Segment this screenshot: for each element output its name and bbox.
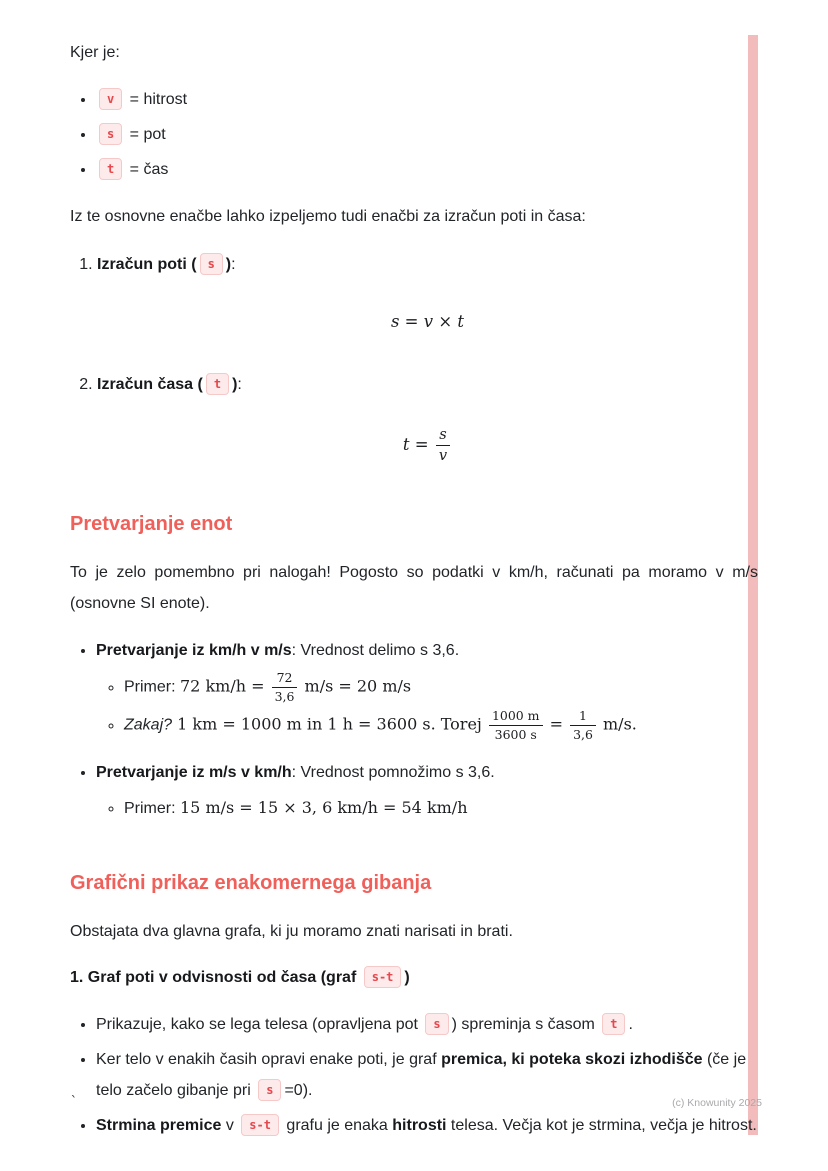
sub-list-item bbox=[124, 670, 758, 704]
page-footer bbox=[70, 1095, 762, 1110]
list-item bbox=[96, 119, 758, 150]
bold-text-segment: premica, ki poteka skozi izhodišče bbox=[441, 1050, 703, 1068]
inline-code-token: t bbox=[206, 373, 229, 395]
math-variable: t bbox=[457, 312, 465, 331]
bold-text-segment: Pretvarjanje iz km/h v m/s bbox=[96, 642, 292, 660]
math-text: = bbox=[399, 312, 424, 331]
math-formula bbox=[97, 306, 758, 337]
inline-code-token: s-t bbox=[241, 1114, 279, 1136]
bullet-list bbox=[70, 635, 758, 823]
sub-list-item bbox=[124, 792, 758, 824]
text-segment: Ker telo v enakih časih opravi enake poti, je graf bbox=[96, 1050, 442, 1068]
math-text: 72 km/h = bbox=[180, 676, 270, 696]
fraction-numerator bbox=[570, 708, 596, 726]
math-variable: t bbox=[402, 435, 410, 455]
math-fraction bbox=[570, 708, 596, 742]
text-segment: Prikazuje, kako se lega telesa (opravljena pot bbox=[96, 1015, 423, 1033]
math-text: 72 bbox=[276, 670, 293, 686]
math-text: × bbox=[433, 312, 458, 331]
math-text: 1 bbox=[579, 708, 587, 724]
text-segment: : bbox=[231, 256, 236, 273]
footer-backtick-character: ` bbox=[70, 1095, 78, 1110]
bold-text-segment: 1. Graf poti v odvisnosti od časa (graf bbox=[70, 968, 361, 986]
math-fraction bbox=[489, 708, 543, 742]
text-segment: v bbox=[221, 1116, 239, 1134]
math-text: 3,6 bbox=[274, 688, 295, 704]
text-segment: = hitrost bbox=[125, 91, 188, 108]
paragraph bbox=[70, 201, 758, 232]
section-heading: Pretvarjanje enot bbox=[70, 513, 233, 536]
paragraph bbox=[70, 557, 758, 619]
math-text: 3600 s bbox=[494, 727, 537, 743]
bold-text-segment: ) bbox=[232, 376, 238, 393]
math-variable: s bbox=[439, 427, 447, 443]
math-variable: s bbox=[390, 312, 400, 331]
inline-code-token: s bbox=[425, 1013, 448, 1035]
sub-bullet-list bbox=[96, 792, 758, 824]
numbered-item-text bbox=[97, 256, 236, 273]
list-item bbox=[96, 84, 758, 115]
list-item bbox=[96, 635, 758, 742]
numbered-item-text bbox=[97, 376, 242, 393]
text-segment: . bbox=[628, 1015, 633, 1033]
text-segment: : Vrednost delimo s 3,6. bbox=[291, 642, 460, 660]
text-segment: To je zelo pomembno pri nalogah! Pogosto so podatki v km/h, računati pa moramo v m/s (osnovne SI enote). bbox=[70, 564, 758, 613]
text-segment: Primer: bbox=[124, 678, 180, 696]
bold-text-segment: Strmina premice bbox=[96, 1116, 222, 1134]
bold-text-segment: ) bbox=[404, 968, 410, 986]
text-segment: telesa. Večja kot je strmina, večja je hitrost. bbox=[446, 1116, 757, 1134]
math-text: = bbox=[544, 714, 569, 734]
math-fraction bbox=[272, 670, 298, 704]
text-segment: Iz te osnovne enačbe lahko izpeljemo tudi enačbi za izračun poti in časa: bbox=[70, 208, 586, 225]
list-item bbox=[96, 757, 758, 824]
paragraph bbox=[70, 916, 758, 947]
bold-text-segment: ) bbox=[225, 256, 232, 273]
bold-text-segment: Izračun časa ( bbox=[97, 376, 203, 393]
text-segment: = pot bbox=[125, 126, 166, 143]
fraction-numerator bbox=[272, 670, 298, 688]
document-content bbox=[70, 22, 758, 1157]
inline-code-token: s-t bbox=[364, 966, 402, 988]
math-formula bbox=[97, 426, 758, 465]
inline-code-token: s bbox=[99, 123, 122, 145]
math-text: 3,6 bbox=[573, 727, 593, 743]
math-text: m/s = 20 m/s bbox=[299, 676, 412, 696]
sub-list-item bbox=[124, 708, 758, 742]
numbered-item bbox=[97, 369, 758, 465]
fraction-denominator bbox=[272, 688, 298, 705]
math-text: 1000 m bbox=[491, 708, 540, 724]
inline-code-token: t bbox=[602, 1013, 625, 1035]
text-segment: =0). bbox=[284, 1081, 313, 1099]
fraction-denominator bbox=[489, 726, 543, 743]
numbered-list bbox=[70, 249, 758, 465]
inline-code-token: v bbox=[99, 88, 122, 110]
bullet-list bbox=[70, 1009, 758, 1141]
bold-text-segment: Pretvarjanje iz m/s v km/h bbox=[96, 763, 292, 781]
fraction-numerator bbox=[489, 708, 543, 726]
bullet-list bbox=[70, 84, 758, 185]
math-text: 1 km = 1000 m in 1 h = 3600 s. Torej bbox=[172, 714, 487, 734]
section-heading: Grafični prikaz enakomernega gibanja bbox=[70, 871, 432, 894]
math-text: 15 m/s = 15 × 3, 6 km/h = 54 km/h bbox=[180, 797, 468, 817]
inline-code-token: t bbox=[99, 158, 122, 180]
bold-text-segment: hitrosti bbox=[392, 1116, 447, 1134]
paragraph bbox=[70, 962, 758, 993]
italic-text-segment: Zakaj? bbox=[124, 716, 173, 734]
fraction-denominator bbox=[436, 446, 450, 465]
list-item bbox=[96, 154, 758, 185]
text-segment: : Vrednost pomnožimo s 3,6. bbox=[291, 763, 495, 781]
list-item bbox=[96, 1110, 758, 1141]
text-segment: Kjer je: bbox=[70, 44, 120, 61]
math-text: = bbox=[409, 435, 434, 455]
inline-code-token: s bbox=[200, 253, 223, 275]
fraction-denominator bbox=[570, 726, 596, 743]
text-segment: Obstajata dva glavna grafa, ki ju moramo znati narisati in brati. bbox=[70, 922, 513, 940]
fraction-numerator bbox=[436, 426, 450, 446]
sub-bullet-list bbox=[96, 670, 758, 742]
list-item bbox=[96, 1009, 758, 1040]
math-fraction bbox=[436, 426, 450, 465]
inline-code-token: s bbox=[258, 1079, 281, 1101]
math-variable: v bbox=[438, 448, 448, 465]
paragraph bbox=[70, 37, 758, 68]
numbered-item bbox=[97, 249, 758, 337]
footer-credit: (c) Knowunity 2025 bbox=[672, 1097, 762, 1109]
text-segment: grafu je enaka bbox=[281, 1116, 393, 1134]
math-variable: v bbox=[423, 312, 434, 331]
math-text: m/s. bbox=[597, 714, 637, 734]
text-segment: : bbox=[237, 376, 242, 393]
text-segment: (če je telo začelo gibanje pri bbox=[96, 1050, 747, 1099]
text-segment: = čas bbox=[125, 161, 169, 178]
bold-text-segment: Izračun poti ( bbox=[97, 256, 197, 273]
text-segment: Primer: bbox=[124, 799, 180, 817]
text-segment: ) spreminja s časom bbox=[451, 1015, 600, 1033]
